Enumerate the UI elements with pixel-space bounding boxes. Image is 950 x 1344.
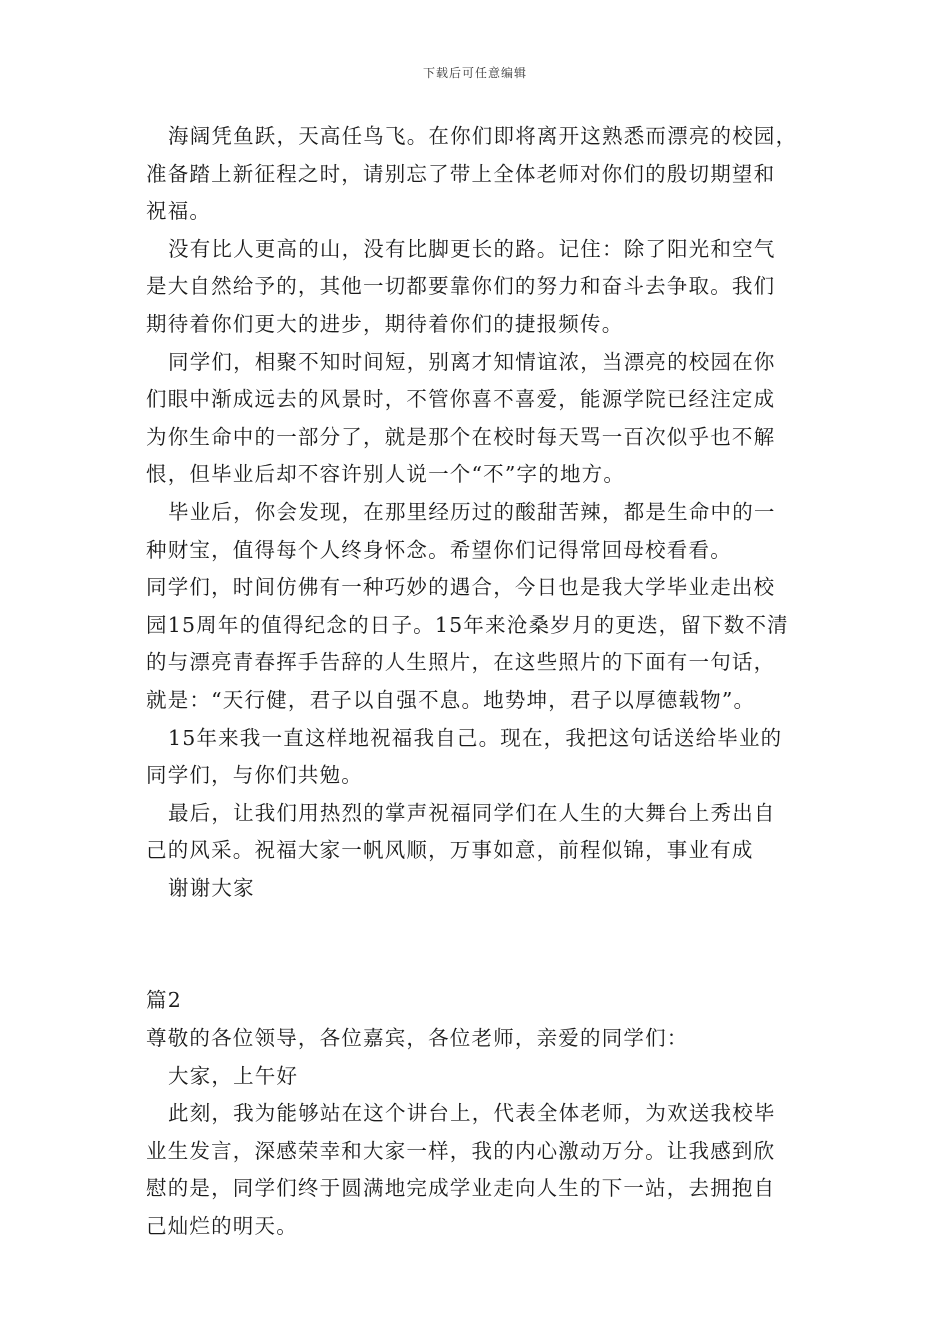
- paragraph-campus-memory: [146, 344, 816, 494]
- paragraph-thanks: [146, 870, 816, 908]
- paragraph-motto: [146, 720, 816, 795]
- text-line: 为你生命中的一部分了，就是那个在校时每天骂一百次似乎也不解: [146, 424, 776, 449]
- paragraph-after-graduation: [146, 494, 816, 569]
- text-line: 同学们，与你们共勉。: [146, 763, 363, 788]
- text-line: 是大自然给予的，其他一切都要靠你们的努力和奋斗去争取。我们: [146, 274, 776, 299]
- text-line: 毕业后，你会发现，在那里经历过的酸甜苦辣，都是生命中的一: [168, 499, 776, 524]
- text-line: 己的风采。祝福大家一帆风顺，万事如意，前程似锦，事业有成: [146, 838, 754, 863]
- text-line: 海阔凭鱼跃，天高任鸟飞。在你们即将离开这熟悉而漂亮的校园，: [168, 124, 798, 148]
- text-line: 慰的是，同学们终于圆满地完成学业走向人生的下一站，去拥抱自: [146, 1176, 776, 1201]
- paragraph-closing-wish: [146, 795, 816, 870]
- paragraph-effort: [146, 231, 816, 344]
- text-line: 谢谢大家: [168, 875, 255, 900]
- text-line: 准备踏上新征程之时，请别忘了带上全体老师对你们的殷切期望和: [146, 161, 776, 186]
- text-line: 园15周年的值得纪念的日子。15年来沧桑岁月的更迭，留下数不清: [146, 612, 789, 637]
- text-line: 此刻，我为能够站在这个讲台上，代表全体老师，为欢送我校毕: [168, 1101, 776, 1126]
- section-heading: 篇2: [146, 988, 182, 1013]
- text-line: 祝福。: [146, 199, 212, 224]
- text-line: 们眼中渐成远去的风景时，不管你喜不喜爱，能源学院已经注定成: [146, 387, 776, 412]
- text-line: 15年来我一直这样地祝福我自己。现在，我把这句话送给毕业的: [168, 725, 783, 750]
- text-line: 同学们，时间仿佛有一种巧妙的遇合，今日也是我大学毕业走出校: [146, 575, 776, 600]
- section-part-2: [146, 982, 816, 1245]
- text-line: 最后，让我们用热烈的掌声祝福同学们在人生的大舞台上秀出自: [168, 800, 776, 825]
- paragraph-farewell-wish: [146, 118, 816, 231]
- greeting: 大家，上午好: [168, 1063, 299, 1088]
- document-body: [146, 118, 816, 1246]
- paragraph-anniversary: [146, 569, 816, 719]
- salutation: 尊敬的各位领导，各位嘉宾，各位老师，亲爱的同学们：: [146, 1026, 689, 1051]
- text-line: 没有比人更高的山，没有比脚更长的路。记住：除了阳光和空气: [168, 236, 776, 261]
- text-line: 种财宝，值得每个人终身怀念。希望你们记得常回母校看看。: [146, 537, 732, 562]
- section-spacer: [146, 907, 816, 982]
- paragraph-speech-opening: [146, 1095, 816, 1245]
- page-header: 下载后可任意编辑: [422, 66, 527, 80]
- text-line: 业生发言，深感荣幸和大家一样，我的内心激动万分。让我感到欣: [146, 1138, 776, 1163]
- text-line: 同学们，相聚不知时间短，别离才知情谊浓，当漂亮的校园在你: [168, 349, 776, 374]
- text-line: 恨，但毕业后却不容许别人说一个“不”字的地方。: [146, 462, 626, 487]
- text-line: 就是：“天行健，君子以自强不息。地势坤，君子以厚德载物”。: [146, 687, 756, 712]
- text-line: 的与漂亮青春挥手告辞的人生照片，在这些照片的下面有一句话，: [146, 650, 776, 675]
- text-line: 己灿烂的明天。: [146, 1214, 298, 1239]
- text-line: 期待着你们更大的进步，期待着你们的捷报频传。: [146, 311, 624, 336]
